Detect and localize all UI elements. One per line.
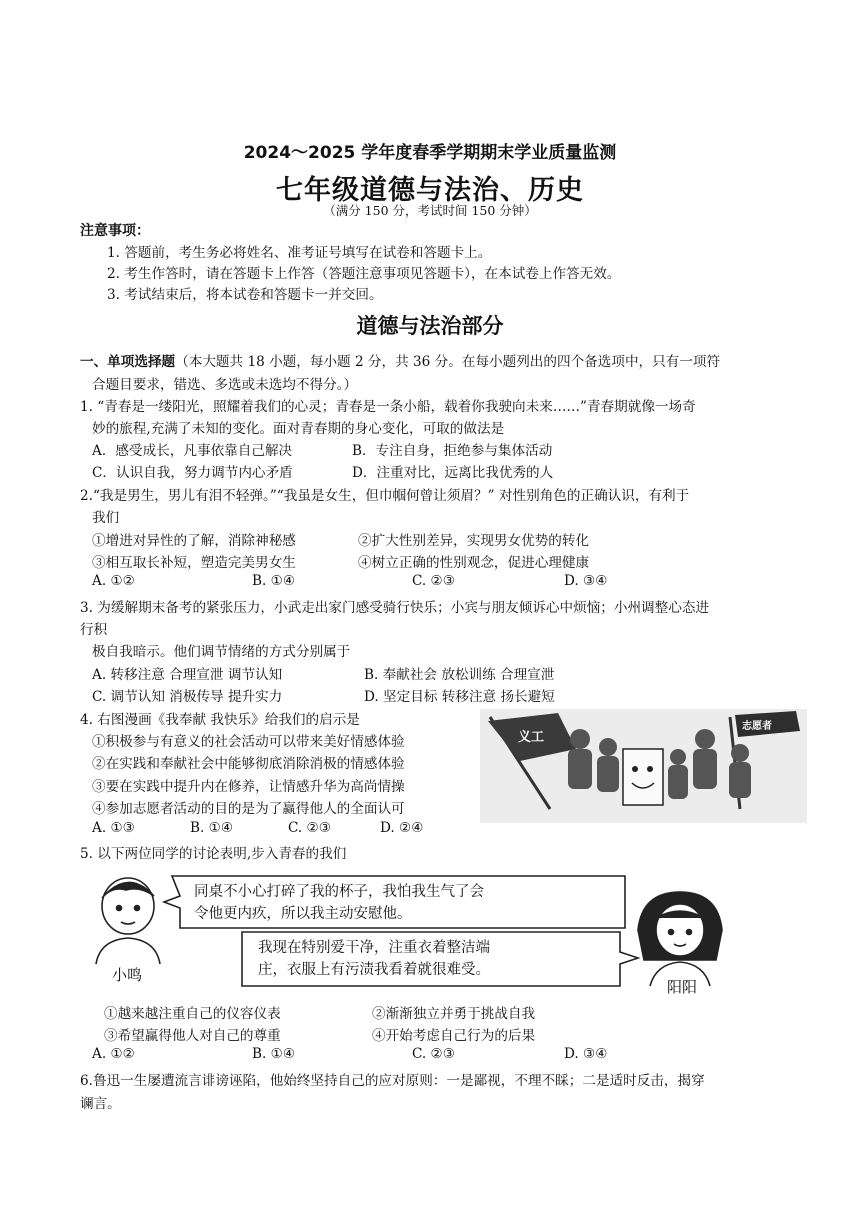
q6-stem-1: 6.鲁迅一生屡遭流言诽谤诬陷，他始终坚持自己的应对原则：一是鄙视，不理不睬；二是适时反击，揭穿 bbox=[80, 1073, 705, 1089]
q2-statement-4: ④树立正确的性别观念，促进心理健康 bbox=[358, 555, 590, 571]
q4-option-a: A. ①③ bbox=[92, 820, 135, 836]
q5-option-a: A. ①② bbox=[92, 1046, 135, 1062]
q1-option-c: C．认识自我，努力调节内心矛盾 bbox=[92, 465, 293, 481]
q3-option-d: D. 坚定目标 转移注意 扬长避短 bbox=[364, 689, 555, 705]
q3-option-a: A. 转移注意 合理宣泄 调节认知 bbox=[92, 667, 283, 683]
boy-speech-line-1: 同桌不小心打碎了我的杯子，我怕我生气了会 bbox=[194, 884, 484, 900]
students-dialogue-image bbox=[90, 868, 810, 998]
q5-statement-1: ①越来越注重自己的仪容仪表 bbox=[104, 1006, 281, 1022]
q2-option-c: C. ②③ bbox=[412, 573, 455, 589]
part1-intro bbox=[80, 350, 720, 370]
q6-stem-2: 谰言。 bbox=[80, 1096, 121, 1112]
q4-statement-3: ③要在实践中提升内在修养，让情感升华为高尚情操 bbox=[92, 779, 405, 795]
section-title: 道德与法治部分 bbox=[356, 314, 504, 338]
subject-title: 七年级道德与法治、历史 bbox=[276, 175, 584, 206]
part1-desc-1: （本大题共 18 小题，每小题 2 分，共 36 分。在每小题列出的四个备选项中，只有一项符 bbox=[175, 354, 721, 370]
notice-item-1: 1. 答题前，考生务必将姓名、准考证号填写在试卷和答题卡上。 bbox=[107, 245, 492, 261]
score-time-note: （满分 150 分，考试时间 150 分钟） bbox=[323, 203, 537, 218]
q4-option-d: D. ②④ bbox=[380, 820, 424, 836]
q3-stem-3: 极自我暗示。他们调节情绪的方式分别属于 bbox=[92, 644, 351, 660]
q4-option-c: C. ②③ bbox=[288, 820, 331, 836]
paper-character-icon bbox=[623, 749, 663, 805]
q4-statement-2: ②在实践和奉献社会中能够彻底消除消极的情感体验 bbox=[92, 756, 405, 772]
girl-name: 阳阳 bbox=[667, 978, 698, 996]
notice-heading: 注意事项： bbox=[80, 223, 150, 239]
q5-statement-4: ④开始考虑自己行为的后果 bbox=[372, 1028, 536, 1044]
q3-option-b: B. 奉献社会 放松训练 合理宣泄 bbox=[364, 667, 555, 683]
girl-speech-line-2: 庄，衣服上有污渍我看着就很难受。 bbox=[258, 962, 490, 978]
part1-desc-2: 合题目要求，错选、多选或未选均不得分。） bbox=[92, 377, 358, 393]
right-flag-label: 志愿者 bbox=[742, 721, 772, 732]
q2-option-a: A. ①② bbox=[92, 573, 135, 589]
notice-item-3: 3. 考试结束后，将本试卷和答题卡一并交回。 bbox=[107, 287, 383, 303]
q1-option-b: B．专注自身，拒绝参与集体活动 bbox=[352, 443, 553, 459]
q5-option-d: D. ③④ bbox=[564, 1046, 608, 1062]
q4-statement-4: ④参加志愿者活动的目的是为了赢得他人的全面认可 bbox=[92, 801, 405, 817]
q2-statement-2: ②扩大性别差异，实现男女优势的转化 bbox=[358, 533, 590, 549]
left-flag-label: 义工 bbox=[518, 730, 545, 745]
girl-avatar-icon bbox=[638, 892, 722, 986]
q4-stem: 4. 右图漫画《我奉献 我快乐》给我们的启示是 bbox=[80, 712, 360, 728]
boy-speech-line-2: 令他更内疚，所以我主动安慰他。 bbox=[194, 906, 412, 922]
volunteer-comic-image bbox=[480, 709, 807, 823]
q5-statement-3: ③希望赢得他人对自己的尊重 bbox=[104, 1028, 281, 1044]
q3-stem-1: 3. 为缓解期末备考的紧张压力，小武走出家门感受骑行快乐；小宾与朋友倾诉心中烦恼；小州调整心态进 bbox=[80, 600, 710, 616]
q3-stem-2: 行积 bbox=[80, 622, 108, 638]
part1-heading: 一、单项选择题 bbox=[80, 354, 176, 370]
q5-stem: 5. 以下两位同学的讨论表明,步入青春的我们 bbox=[80, 846, 347, 862]
q3-option-c: C. 调节认知 消极传导 提升实力 bbox=[92, 689, 283, 705]
q2-option-d: D. ③④ bbox=[564, 573, 608, 589]
boy-name: 小鸣 bbox=[112, 966, 143, 984]
exam-title: 2024～2025 学年度春季学期期末学业质量监测 bbox=[243, 143, 617, 163]
q4-option-b: B. ①④ bbox=[190, 820, 234, 836]
q1-stem-2: 妙的旅程,充满了未知的变化。面对青春期的身心变化，可取的做法是 bbox=[92, 421, 505, 437]
q5-option-b: B. ①④ bbox=[252, 1046, 296, 1062]
q2-stem-1: 2.“我是男生，男儿有泪不轻弹。”“我虽是女生，但巾帼何曾让须眉？” 对性别角色的正确认识，有利于 bbox=[80, 488, 690, 504]
q1-stem-1: 1. “青春是一缕阳光，照耀着我们的心灵；青春是一条小船，载着你我驶向未来……”青春期就像一场奇 bbox=[80, 399, 696, 415]
notice-item-2: 2. 考生作答时，请在答题卡上作答（答题注意事项见答题卡），在本试卷上作答无效。 bbox=[107, 266, 621, 282]
q2-statement-3: ③相互取长补短，塑造完美男女生 bbox=[92, 555, 296, 571]
boy-avatar-icon bbox=[96, 878, 160, 964]
girl-speech-line-1: 我现在特别爱干净，注重衣着整洁端 bbox=[258, 940, 490, 956]
q5-statement-2: ②渐渐独立并勇于挑战自我 bbox=[372, 1006, 536, 1022]
q1-option-d: D．注重对比，远离比我优秀的人 bbox=[352, 465, 554, 481]
q2-statement-1: ①增进对异性的了解，消除神秘感 bbox=[92, 533, 296, 549]
q2-option-b: B. ①④ bbox=[252, 573, 296, 589]
q4-statement-1: ①积极参与有意义的社会活动可以带来美好情感体验 bbox=[92, 734, 405, 750]
q1-option-a: A．感受成长，凡事依靠自己解决 bbox=[92, 443, 293, 459]
q5-option-c: C. ②③ bbox=[412, 1046, 455, 1062]
q2-stem-2: 我们 bbox=[92, 510, 120, 526]
